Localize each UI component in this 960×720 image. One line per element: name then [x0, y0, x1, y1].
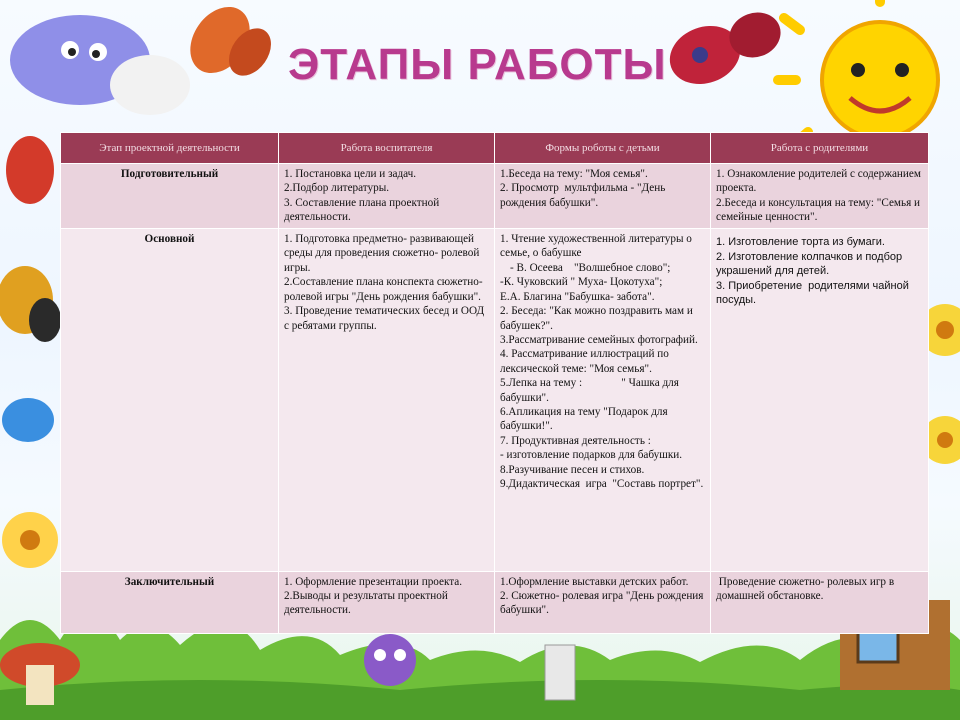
column-header-children: Формы роботы с детьми — [495, 133, 711, 164]
stage-cell: Заключительный — [61, 571, 279, 633]
butterfly-icon — [662, 5, 787, 93]
column-header-stage: Этап проектной деятельности — [61, 133, 279, 164]
cell-line: 2. Просмотр мультфильма - "День рождения бабушки". — [500, 182, 669, 209]
cell-line: 3. Составление плана проектной деятельности. — [284, 196, 443, 224]
cell-line: 8.Разучивание песен и стихов. — [500, 463, 645, 476]
column-header-parents: Работа с родителями — [711, 133, 929, 164]
cell-line: 1.Оформление выставки детских работ. — [500, 575, 689, 588]
parents-cell — [711, 229, 929, 571]
cell-line: 1. Чтение художественной литературы о семье, о бабушке — [500, 233, 695, 260]
cup-icon — [545, 645, 575, 700]
cell-line: -К. Чуковский " Муха- Цокотуха"; — [500, 276, 663, 289]
teacher-cell — [279, 571, 495, 633]
cell-line: 6.Апликация на тему "Подарок для бабушки!". — [500, 405, 671, 433]
cell-line: 1.Беседа на тему: "Моя семья". — [500, 168, 648, 180]
teacher-cell — [279, 164, 495, 229]
work-stages-table — [60, 132, 928, 634]
cell-line: 1. Ознакомление родителей с содержанием проекта. — [716, 168, 924, 195]
sun-icon — [778, 0, 938, 146]
table-row — [61, 571, 929, 633]
cell-line: 2. Беседа: "Как можно поздравить мам и бабушек?". — [500, 305, 696, 332]
table-row — [61, 229, 929, 571]
parents-cell — [711, 571, 929, 633]
cell-line: 9.Дидактическая игра "Составь портрет". — [500, 477, 704, 490]
butterfly-icon — [6, 136, 54, 204]
cell-line: 2.Беседа и консультация на тему: "Семья и семейные ценности". — [716, 196, 923, 224]
cell-line: 2.Подбор литературы. — [284, 182, 390, 195]
cloud-character-icon — [10, 15, 190, 115]
cell-line: 3. Проведение тематических бесед и ООД с ребятами группы. — [284, 305, 487, 332]
cell-line: 4. Рассматривание иллюстраций по лексической теме: "Моя семья". — [500, 348, 672, 375]
table-row — [61, 164, 929, 229]
cell-line: 2.Выводы и результаты проектной деятельности. — [284, 589, 451, 617]
children-cell — [495, 571, 711, 633]
cell-line: Проведение сюжетно- ролевых игр в домашней обстановке. — [716, 575, 897, 602]
cell-line: - изготовление подарков для бабушки. — [500, 449, 683, 462]
table-header-row — [61, 133, 929, 164]
cell-line: 5.Лепка на тему : " Чашка для бабушки". — [500, 377, 682, 404]
cell-line: 3.Рассматривание семейных фотографий. — [500, 333, 698, 346]
teacher-cell — [279, 229, 495, 571]
stage-cell: Подготовительный — [61, 164, 279, 229]
cell-line: 7. Продуктивная деятельность : — [500, 434, 651, 447]
page-title: ЭТАПЫ РАБОТЫ — [288, 40, 667, 89]
butterfly-icon — [0, 266, 61, 342]
cell-line: 2. Сюжетно- ролевая игра "День рождения бабушки". — [500, 589, 707, 617]
column-header-teacher: Работа воспитателя — [279, 133, 495, 164]
cell-line: 2.Составление плана конспекта сюжетно- ролевой игры "День рождения бабушки". — [284, 276, 486, 303]
cell-line: 1. Постановка цели и задач. — [284, 168, 417, 180]
children-cell — [495, 164, 711, 229]
cell-line: 1. Изготовление торта из бумаги. — [716, 236, 885, 249]
cell-line: 3. Приобретение родителями чайной посуды. — [716, 279, 912, 307]
butterfly-icon — [2, 398, 54, 442]
cell-line: Е.А. Благина "Бабушка- забота". — [500, 290, 655, 303]
parents-cell — [711, 164, 929, 229]
bug-icon — [364, 634, 416, 686]
cell-line: 2. Изготовление колпачков и подбор украшений для детей. — [716, 250, 906, 278]
butterfly-icon — [178, 0, 280, 84]
cell-line: 1. Подготовка предметно- развивающей среды для проведения сюжетно- ролевой игры. — [284, 233, 483, 274]
cell-line: - В. Осеева "Волшебное слово"; — [510, 261, 671, 274]
cell-line: 1. Оформление презентации проекта. — [284, 575, 463, 588]
stage-cell: Основной — [61, 229, 279, 571]
children-cell — [495, 229, 711, 571]
flower-icon — [2, 512, 58, 568]
